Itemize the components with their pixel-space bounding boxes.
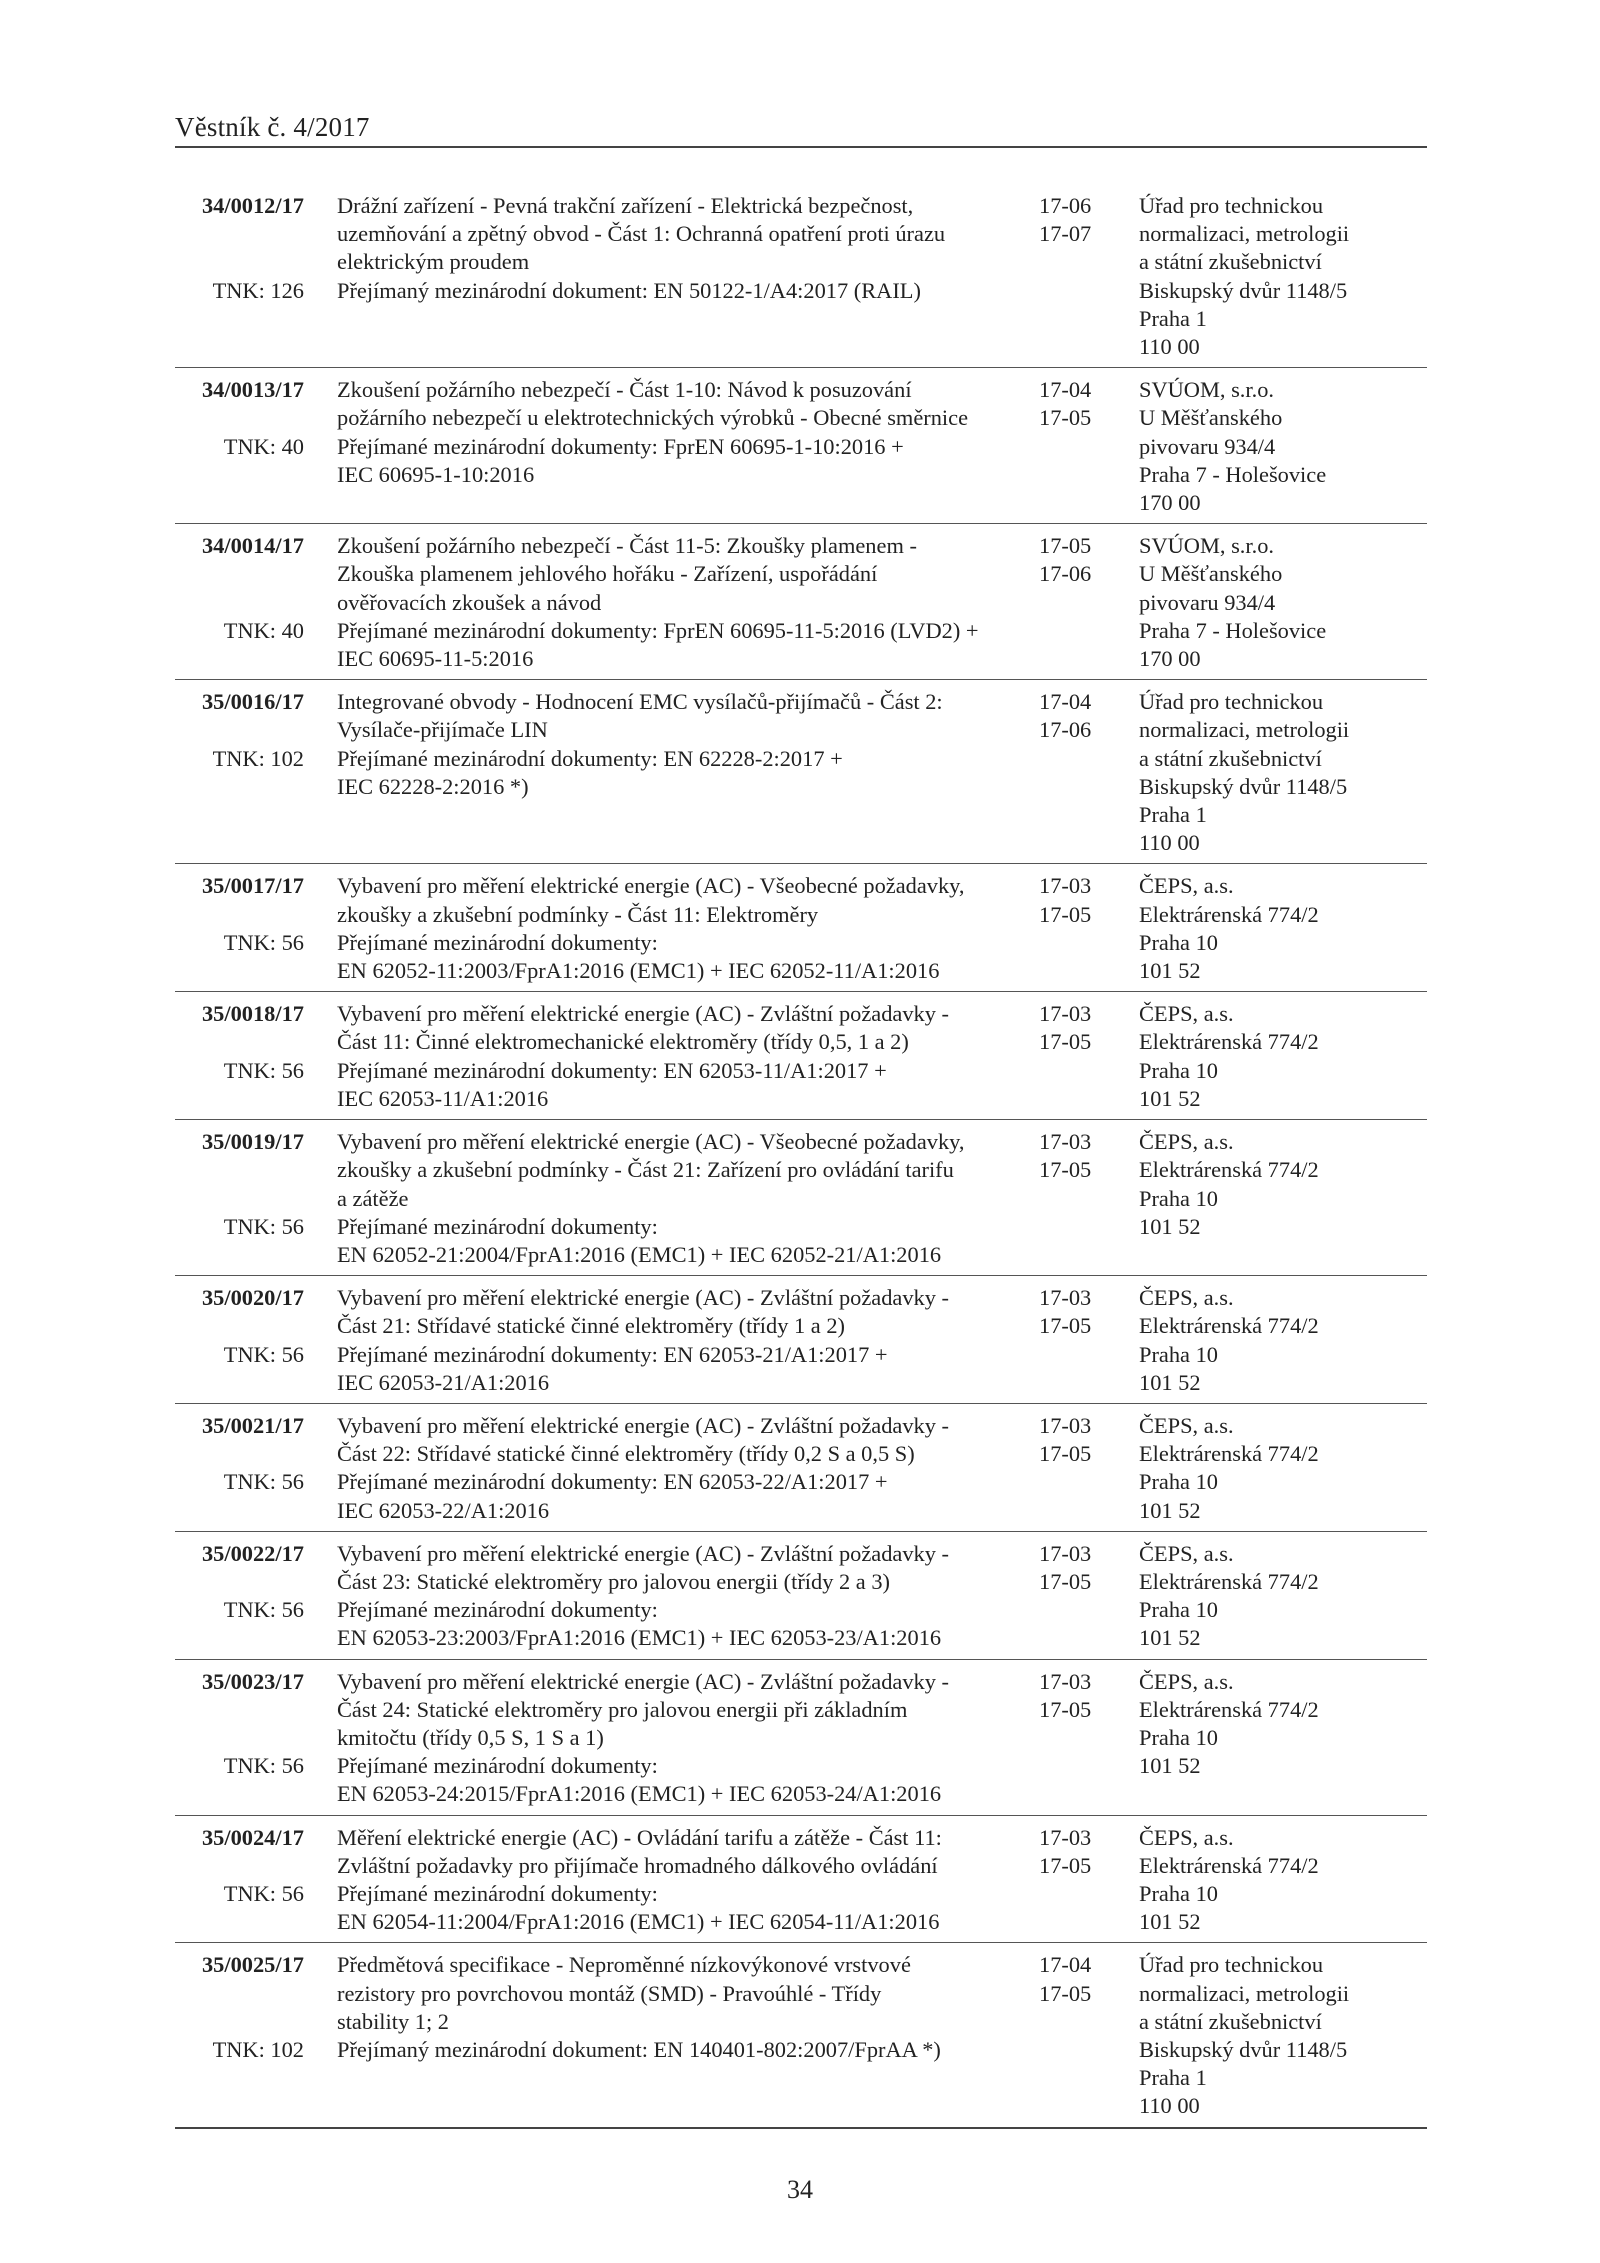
tnk-label: TNK: 56	[223, 1753, 304, 1779]
code-cell	[175, 1668, 317, 1809]
address-cell	[1139, 1284, 1427, 1397]
title-cell-line: Vybavení pro měření elektrické energie (AC) - Všeobecné požadavky,	[337, 873, 965, 899]
address-cell-line: Elektrárenská 774/2	[1139, 1852, 1319, 1878]
dates-cell	[1039, 1412, 1139, 1525]
page-header-title: Věstník č. 4/2017	[175, 112, 370, 142]
dates-cell-line: 17-06	[1039, 193, 1092, 218]
dates-cell-line: 17-05	[1039, 1696, 1092, 1722]
title-cell-line: ověřovacích zkoušek a návod	[337, 589, 602, 615]
title-cell	[317, 1824, 1039, 1937]
dates-cell-line: 17-03	[1039, 1824, 1092, 1850]
title-cell-line: a zátěže	[337, 1185, 409, 1211]
dates-cell	[1039, 688, 1139, 857]
address-cell-line: 101 52	[1139, 1369, 1201, 1395]
address-cell-line: Elektrárenská 774/2	[1139, 1313, 1319, 1339]
dates-cell	[1039, 872, 1139, 985]
tnk-label: TNK: 102	[212, 745, 304, 771]
title-cell	[317, 1412, 1039, 1525]
address-cell-line: Praha 7 - Holešovice	[1139, 461, 1327, 487]
table-row	[175, 1412, 1427, 1525]
dates-cell	[1039, 192, 1139, 361]
table-row	[175, 688, 1427, 857]
address-cell-line: normalizaci, metrologii	[1139, 717, 1350, 743]
tnk-label: TNK: 56	[223, 1341, 304, 1367]
address-cell-line: Praha 10	[1139, 1469, 1218, 1495]
title-cell-line: EN 62054-11:2004/FprA1:2016 (EMC1) + IEC 62054-11/A1:2016	[337, 1909, 940, 1935]
document-number: 35/0021/17	[201, 1412, 304, 1438]
title-cell-line: Měření elektrické energie (AC) - Ovládání tarifu a zátěže - Část 11:	[337, 1824, 942, 1850]
dates-cell-line: 17-05	[1039, 1029, 1092, 1055]
title-cell-line: kmitočtu (třídy 0,5 S, 1 S a 1)	[337, 1724, 604, 1750]
title-cell-line: Přejímané mezinárodní dokumenty:	[337, 1213, 658, 1239]
address-cell-line: a státní zkušebnictví	[1139, 745, 1322, 771]
title-cell-line: Přejímané mezinárodní dokumenty:	[337, 929, 658, 955]
address-cell-line: 101 52	[1139, 1085, 1201, 1111]
dates-cell-line: 17-03	[1039, 1285, 1092, 1311]
address-cell-line: ČEPS, a.s.	[1139, 1001, 1234, 1027]
title-cell	[317, 1951, 1039, 2120]
title-cell-line: Část 21: Střídavé statické činné elektroměry (třídy 1 a 2)	[337, 1313, 845, 1339]
title-cell-line: Část 23: Statické elektroměry pro jalovou energii (třídy 2 a 3)	[337, 1568, 890, 1594]
dates-cell-line: 17-05	[1039, 1157, 1092, 1183]
title-cell	[317, 1128, 1039, 1269]
address-cell-line: Elektrárenská 774/2	[1139, 901, 1319, 927]
title-cell-line: Přejímané mezinárodní dokumenty:	[337, 1880, 658, 1906]
table-row	[175, 1668, 1427, 1809]
address-cell-line: Praha 1	[1139, 2065, 1207, 2091]
address-cell	[1139, 1540, 1427, 1653]
title-cell-line: Přejímané mezinárodní dokumenty: EN 62053-21/A1:2017 +	[337, 1341, 888, 1367]
title-cell-line: EN 62053-23:2003/FprA1:2016 (EMC1) + IEC 62053-23/A1:2016	[337, 1625, 942, 1651]
table-row	[175, 1951, 1427, 2120]
address-cell-line: Praha 10	[1139, 1880, 1218, 1906]
code-cell	[175, 872, 317, 985]
code-cell	[175, 1540, 317, 1653]
address-cell-line: 101 52	[1139, 958, 1201, 984]
row-divider	[175, 367, 1427, 368]
address-cell-line: ČEPS, a.s.	[1139, 1540, 1234, 1566]
code-cell	[175, 688, 317, 857]
title-cell-line: Přejímaný mezinárodní dokument: EN 50122-1/A4:2017 (RAIL)	[337, 277, 921, 303]
address-cell-line: SVÚOM, s.r.o.	[1139, 377, 1274, 403]
address-cell-line: a státní zkušebnictví	[1139, 2008, 1322, 2034]
dates-cell-line: 17-06	[1039, 561, 1092, 587]
address-cell-line: Praha 10	[1139, 1341, 1218, 1367]
dates-cell-line: 17-05	[1039, 1313, 1092, 1339]
document-number: 35/0019/17	[201, 1129, 304, 1155]
title-cell	[317, 872, 1039, 985]
address-cell-line: SVÚOM, s.r.o.	[1139, 533, 1274, 559]
document-number: 34/0014/17	[201, 533, 304, 559]
address-cell-line: Biskupský dvůr 1148/5	[1139, 773, 1348, 799]
title-cell-line: Část 24: Statické elektroměry pro jalovou energii při základním	[337, 1696, 908, 1722]
address-cell-line: 101 52	[1139, 1213, 1201, 1239]
title-cell-line: požárního nebezpečí u elektrotechnických výrobků - Obecné směrnice	[337, 405, 969, 431]
row-divider	[175, 863, 1427, 864]
tnk-label: TNK: 56	[223, 929, 304, 955]
dates-cell-line: 17-05	[1039, 1980, 1092, 2006]
title-cell-line: uzemňování a zpětný obvod - Část 1: Ochranná opatření proti úrazu	[337, 221, 946, 247]
title-cell-line: EN 62052-21:2004/FprA1:2016 (EMC1) + IEC 62052-21/A1:2016	[337, 1241, 942, 1267]
row-divider	[175, 1659, 1427, 1660]
address-cell-line: Biskupský dvůr 1148/5	[1139, 277, 1348, 303]
address-cell-line: ČEPS, a.s.	[1139, 1285, 1234, 1311]
title-cell-line: EN 62052-11:2003/FprA1:2016 (EMC1) + IEC 62052-11/A1:2016	[337, 958, 940, 984]
table-row	[175, 1824, 1427, 1937]
address-cell-line: ČEPS, a.s.	[1139, 873, 1234, 899]
code-cell	[175, 1128, 317, 1269]
code-cell	[175, 1824, 317, 1937]
title-cell-line: Část 22: Střídavé statické činné elektroměry (třídy 0,2 S a 0,5 S)	[337, 1441, 915, 1467]
table-row	[175, 1000, 1427, 1113]
address-cell-line: ČEPS, a.s.	[1139, 1824, 1234, 1850]
title-cell-line: IEC 62053-22/A1:2016	[337, 1497, 550, 1523]
address-cell-line: Biskupský dvůr 1148/5	[1139, 2036, 1348, 2062]
address-cell-line: 170 00	[1139, 646, 1201, 672]
header-rule	[175, 146, 1427, 148]
address-cell-line: Úřad pro technickou	[1139, 193, 1324, 218]
row-divider	[175, 1119, 1427, 1120]
code-cell	[175, 1412, 317, 1525]
address-cell-line: 110 00	[1139, 830, 1200, 856]
code-cell	[175, 532, 317, 673]
title-cell-line: Vybavení pro měření elektrické energie (AC) - Zvláštní požadavky -	[337, 1001, 949, 1027]
title-cell-line: IEC 60695-11-5:2016	[337, 646, 534, 672]
address-cell-line: 101 52	[1139, 1497, 1201, 1523]
address-cell-line: Praha 7 - Holešovice	[1139, 617, 1327, 643]
row-divider	[175, 1403, 1427, 1404]
address-cell-line: normalizaci, metrologii	[1139, 221, 1350, 247]
address-cell-line: U Měšťanského	[1139, 561, 1283, 587]
table-row	[175, 192, 1427, 361]
standards-table	[175, 192, 1427, 2129]
address-cell	[1139, 1412, 1427, 1525]
code-cell	[175, 1951, 317, 2120]
code-cell	[175, 1284, 317, 1397]
title-cell-line: Přejímané mezinárodní dokumenty: EN 62228-2:2017 +	[337, 745, 843, 771]
title-cell	[317, 1540, 1039, 1653]
row-divider	[175, 523, 1427, 524]
dates-cell-line: 17-03	[1039, 873, 1092, 899]
address-cell-line: Praha 10	[1139, 1597, 1218, 1623]
address-cell-line: normalizaci, metrologii	[1139, 1980, 1350, 2006]
address-cell-line: 101 52	[1139, 1909, 1201, 1935]
row-divider	[175, 1275, 1427, 1276]
address-cell-line: Praha 10	[1139, 1057, 1218, 1083]
row-divider	[175, 1942, 1427, 1943]
address-cell-line: Praha 10	[1139, 1185, 1218, 1211]
address-cell	[1139, 1824, 1427, 1937]
tnk-label: TNK: 56	[223, 1469, 304, 1495]
title-cell-line: Přejímané mezinárodní dokumenty:	[337, 1597, 658, 1623]
address-cell-line: 110 00	[1139, 334, 1200, 360]
address-cell-line: Praha 1	[1139, 802, 1207, 828]
tnk-label: TNK: 40	[223, 617, 304, 643]
title-cell-line: IEC 60695-1-10:2016	[337, 461, 535, 487]
title-cell-line: EN 62053-24:2015/FprA1:2016 (EMC1) + IEC 62053-24/A1:2016	[337, 1781, 942, 1807]
title-cell-line: Vysílače-přijímače LIN	[337, 717, 548, 743]
dates-cell-line: 17-03	[1039, 1668, 1092, 1694]
address-cell	[1139, 376, 1427, 517]
title-cell-line: Vybavení pro měření elektrické energie (AC) - Zvláštní požadavky -	[337, 1540, 949, 1566]
address-cell-line: Elektrárenská 774/2	[1139, 1568, 1319, 1594]
tnk-label: TNK: 56	[223, 1057, 304, 1083]
document-number: 35/0018/17	[201, 1001, 304, 1027]
document-number: 35/0020/17	[201, 1285, 304, 1311]
dates-cell-line: 17-05	[1039, 1852, 1092, 1878]
address-cell	[1139, 1000, 1427, 1113]
address-cell	[1139, 872, 1427, 985]
title-cell-line: Vybavení pro měření elektrické energie (AC) - Zvláštní požadavky -	[337, 1412, 949, 1438]
tnk-label: TNK: 126	[212, 277, 304, 303]
address-cell	[1139, 688, 1427, 857]
dates-cell-line: 17-07	[1039, 221, 1092, 247]
address-cell-line: 110 00	[1139, 2093, 1200, 2119]
table-row	[175, 1128, 1427, 1269]
title-cell-line: Přejímané mezinárodní dokumenty: EN 62053-11/A1:2017 +	[337, 1057, 887, 1083]
document-number: 35/0023/17	[201, 1668, 304, 1694]
title-cell-line: Drážní zařízení - Pevná trakční zařízení - Elektrická bezpečnost,	[337, 193, 914, 218]
title-cell-line: Zkoušení požárního nebezpečí - Část 11-5: Zkoušky plamenem -	[337, 533, 917, 559]
table-row	[175, 1284, 1427, 1397]
dates-cell-line: 17-04	[1039, 1952, 1092, 1978]
title-cell	[317, 532, 1039, 673]
title-cell-line: zkoušky a zkušební podmínky - Část 21: Zařízení pro ovládání tarifu	[337, 1157, 954, 1183]
title-cell-line: stability 1; 2	[337, 2008, 449, 2034]
title-cell-line: rezistory pro povrchovou montáž (SMD) - Pravoúhlé - Třídy	[337, 1980, 882, 2006]
tnk-label: TNK: 40	[223, 433, 304, 459]
dates-cell-line: 17-05	[1039, 533, 1092, 559]
address-cell-line: ČEPS, a.s.	[1139, 1668, 1234, 1694]
table-bottom-rule	[175, 2127, 1427, 2129]
tnk-label: TNK: 102	[212, 2036, 304, 2062]
code-cell	[175, 192, 317, 361]
address-cell	[1139, 1951, 1427, 2120]
dates-cell-line: 17-04	[1039, 689, 1092, 715]
address-cell-line: Úřad pro technickou	[1139, 689, 1324, 715]
title-cell-line: IEC 62053-11/A1:2016	[337, 1085, 549, 1111]
title-cell-line: Zkouška plamenem jehlového hořáku - Zařízení, uspořádání	[337, 561, 878, 587]
tnk-label: TNK: 56	[223, 1597, 304, 1623]
dates-cell	[1039, 1284, 1139, 1397]
dates-cell	[1039, 1540, 1139, 1653]
title-cell-line: IEC 62228-2:2016 *)	[337, 773, 529, 799]
dates-cell-line: 17-03	[1039, 1001, 1092, 1027]
dates-cell-line: 17-05	[1039, 901, 1092, 927]
title-cell-line: elektrickým proudem	[337, 249, 530, 275]
title-cell	[317, 1668, 1039, 1809]
title-cell	[317, 1284, 1039, 1397]
row-divider	[175, 679, 1427, 680]
table-row	[175, 872, 1427, 985]
address-cell-line: 101 52	[1139, 1753, 1201, 1779]
address-cell-line: Úřad pro technickou	[1139, 1952, 1324, 1978]
code-cell	[175, 1000, 317, 1113]
address-cell-line: pivovaru 934/4	[1139, 433, 1276, 459]
title-cell-line: Vybavení pro měření elektrické energie (AC) - Všeobecné požadavky,	[337, 1129, 965, 1155]
document-number: 35/0025/17	[201, 1952, 304, 1978]
address-cell-line: Elektrárenská 774/2	[1139, 1157, 1319, 1183]
address-cell-line: Praha 10	[1139, 929, 1218, 955]
dates-cell	[1039, 376, 1139, 517]
address-cell-line: Elektrárenská 774/2	[1139, 1696, 1319, 1722]
document-number: 35/0016/17	[201, 689, 304, 715]
dates-cell-line: 17-03	[1039, 1412, 1092, 1438]
dates-cell-line: 17-05	[1039, 405, 1092, 431]
title-cell-line: Přejímané mezinárodní dokumenty: EN 62053-22/A1:2017 +	[337, 1469, 888, 1495]
address-cell	[1139, 1668, 1427, 1809]
dates-cell-line: 17-05	[1039, 1441, 1092, 1467]
title-cell-line: IEC 62053-21/A1:2016	[337, 1369, 550, 1395]
tnk-label: TNK: 56	[223, 1880, 304, 1906]
dates-cell	[1039, 1824, 1139, 1937]
address-cell	[1139, 532, 1427, 673]
title-cell-line: Vybavení pro měření elektrické energie (AC) - Zvláštní požadavky -	[337, 1668, 949, 1694]
document-number: 35/0024/17	[201, 1824, 304, 1850]
address-cell-line: U Měšťanského	[1139, 405, 1283, 431]
dates-cell	[1039, 532, 1139, 673]
document-number: 34/0012/17	[201, 193, 304, 218]
title-cell	[317, 688, 1039, 857]
address-cell-line: Praha 10	[1139, 1724, 1218, 1750]
title-cell-line: Zkoušení požárního nebezpečí - Část 1-10: Návod k posuzování	[337, 377, 912, 403]
page-number: 34	[787, 2175, 813, 2204]
table-row	[175, 376, 1427, 517]
title-cell-line: Předmětová specifikace - Neproměnné nízkovýkonové vrstvové	[337, 1952, 911, 1978]
title-cell-line: Zvláštní požadavky pro přijímače hromadného dálkového ovládání	[337, 1852, 938, 1878]
code-cell	[175, 376, 317, 517]
address-cell-line: a státní zkušebnictví	[1139, 249, 1322, 275]
dates-cell	[1039, 1000, 1139, 1113]
address-cell-line: 101 52	[1139, 1625, 1201, 1651]
dates-cell-line: 17-06	[1039, 717, 1092, 743]
dates-cell-line: 17-04	[1039, 377, 1092, 403]
title-cell-line: Vybavení pro měření elektrické energie (AC) - Zvláštní požadavky -	[337, 1285, 949, 1311]
address-cell	[1139, 1128, 1427, 1269]
title-cell-line: Přejímané mezinárodní dokumenty: FprEN 60695-11-5:2016 (LVD2) +	[337, 617, 979, 643]
dates-cell-line: 17-03	[1039, 1540, 1092, 1566]
title-cell-line: Integrované obvody - Hodnocení EMC vysílačů-přijímačů - Část 2:	[337, 689, 943, 715]
dates-cell-line: 17-03	[1039, 1129, 1092, 1155]
address-cell-line: Elektrárenská 774/2	[1139, 1441, 1319, 1467]
dates-cell-line: 17-05	[1039, 1568, 1092, 1594]
title-cell	[317, 1000, 1039, 1113]
address-cell	[1139, 192, 1427, 361]
document-number: 35/0017/17	[201, 873, 304, 899]
table-row	[175, 532, 1427, 673]
table-row	[175, 1540, 1427, 1653]
row-divider	[175, 991, 1427, 992]
title-cell	[317, 376, 1039, 517]
dates-cell	[1039, 1128, 1139, 1269]
title-cell	[317, 192, 1039, 361]
document-number: 35/0022/17	[201, 1540, 304, 1566]
address-cell-line: 170 00	[1139, 490, 1201, 516]
title-cell-line: Přejímané mezinárodní dokumenty: FprEN 60695-1-10:2016 +	[337, 433, 904, 459]
tnk-label: TNK: 56	[223, 1213, 304, 1239]
dates-cell	[1039, 1668, 1139, 1809]
title-cell-line: Část 11: Činné elektromechanické elektroměry (třídy 0,5, 1 a 2)	[337, 1029, 909, 1055]
address-cell-line: ČEPS, a.s.	[1139, 1412, 1234, 1438]
document-number: 34/0013/17	[201, 377, 304, 403]
row-divider	[175, 1531, 1427, 1532]
row-divider	[175, 1815, 1427, 1816]
address-cell-line: Elektrárenská 774/2	[1139, 1029, 1319, 1055]
address-cell-line: Praha 1	[1139, 305, 1207, 331]
title-cell-line: Přejímané mezinárodní dokumenty:	[337, 1753, 658, 1779]
address-cell-line: pivovaru 934/4	[1139, 589, 1276, 615]
title-cell-line: zkoušky a zkušební podmínky - Část 11: Elektroměry	[337, 901, 819, 927]
dates-cell	[1039, 1951, 1139, 2120]
address-cell-line: ČEPS, a.s.	[1139, 1129, 1234, 1155]
title-cell-line: Přejímaný mezinárodní dokument: EN 140401-802:2007/FprAA *)	[337, 2036, 941, 2062]
